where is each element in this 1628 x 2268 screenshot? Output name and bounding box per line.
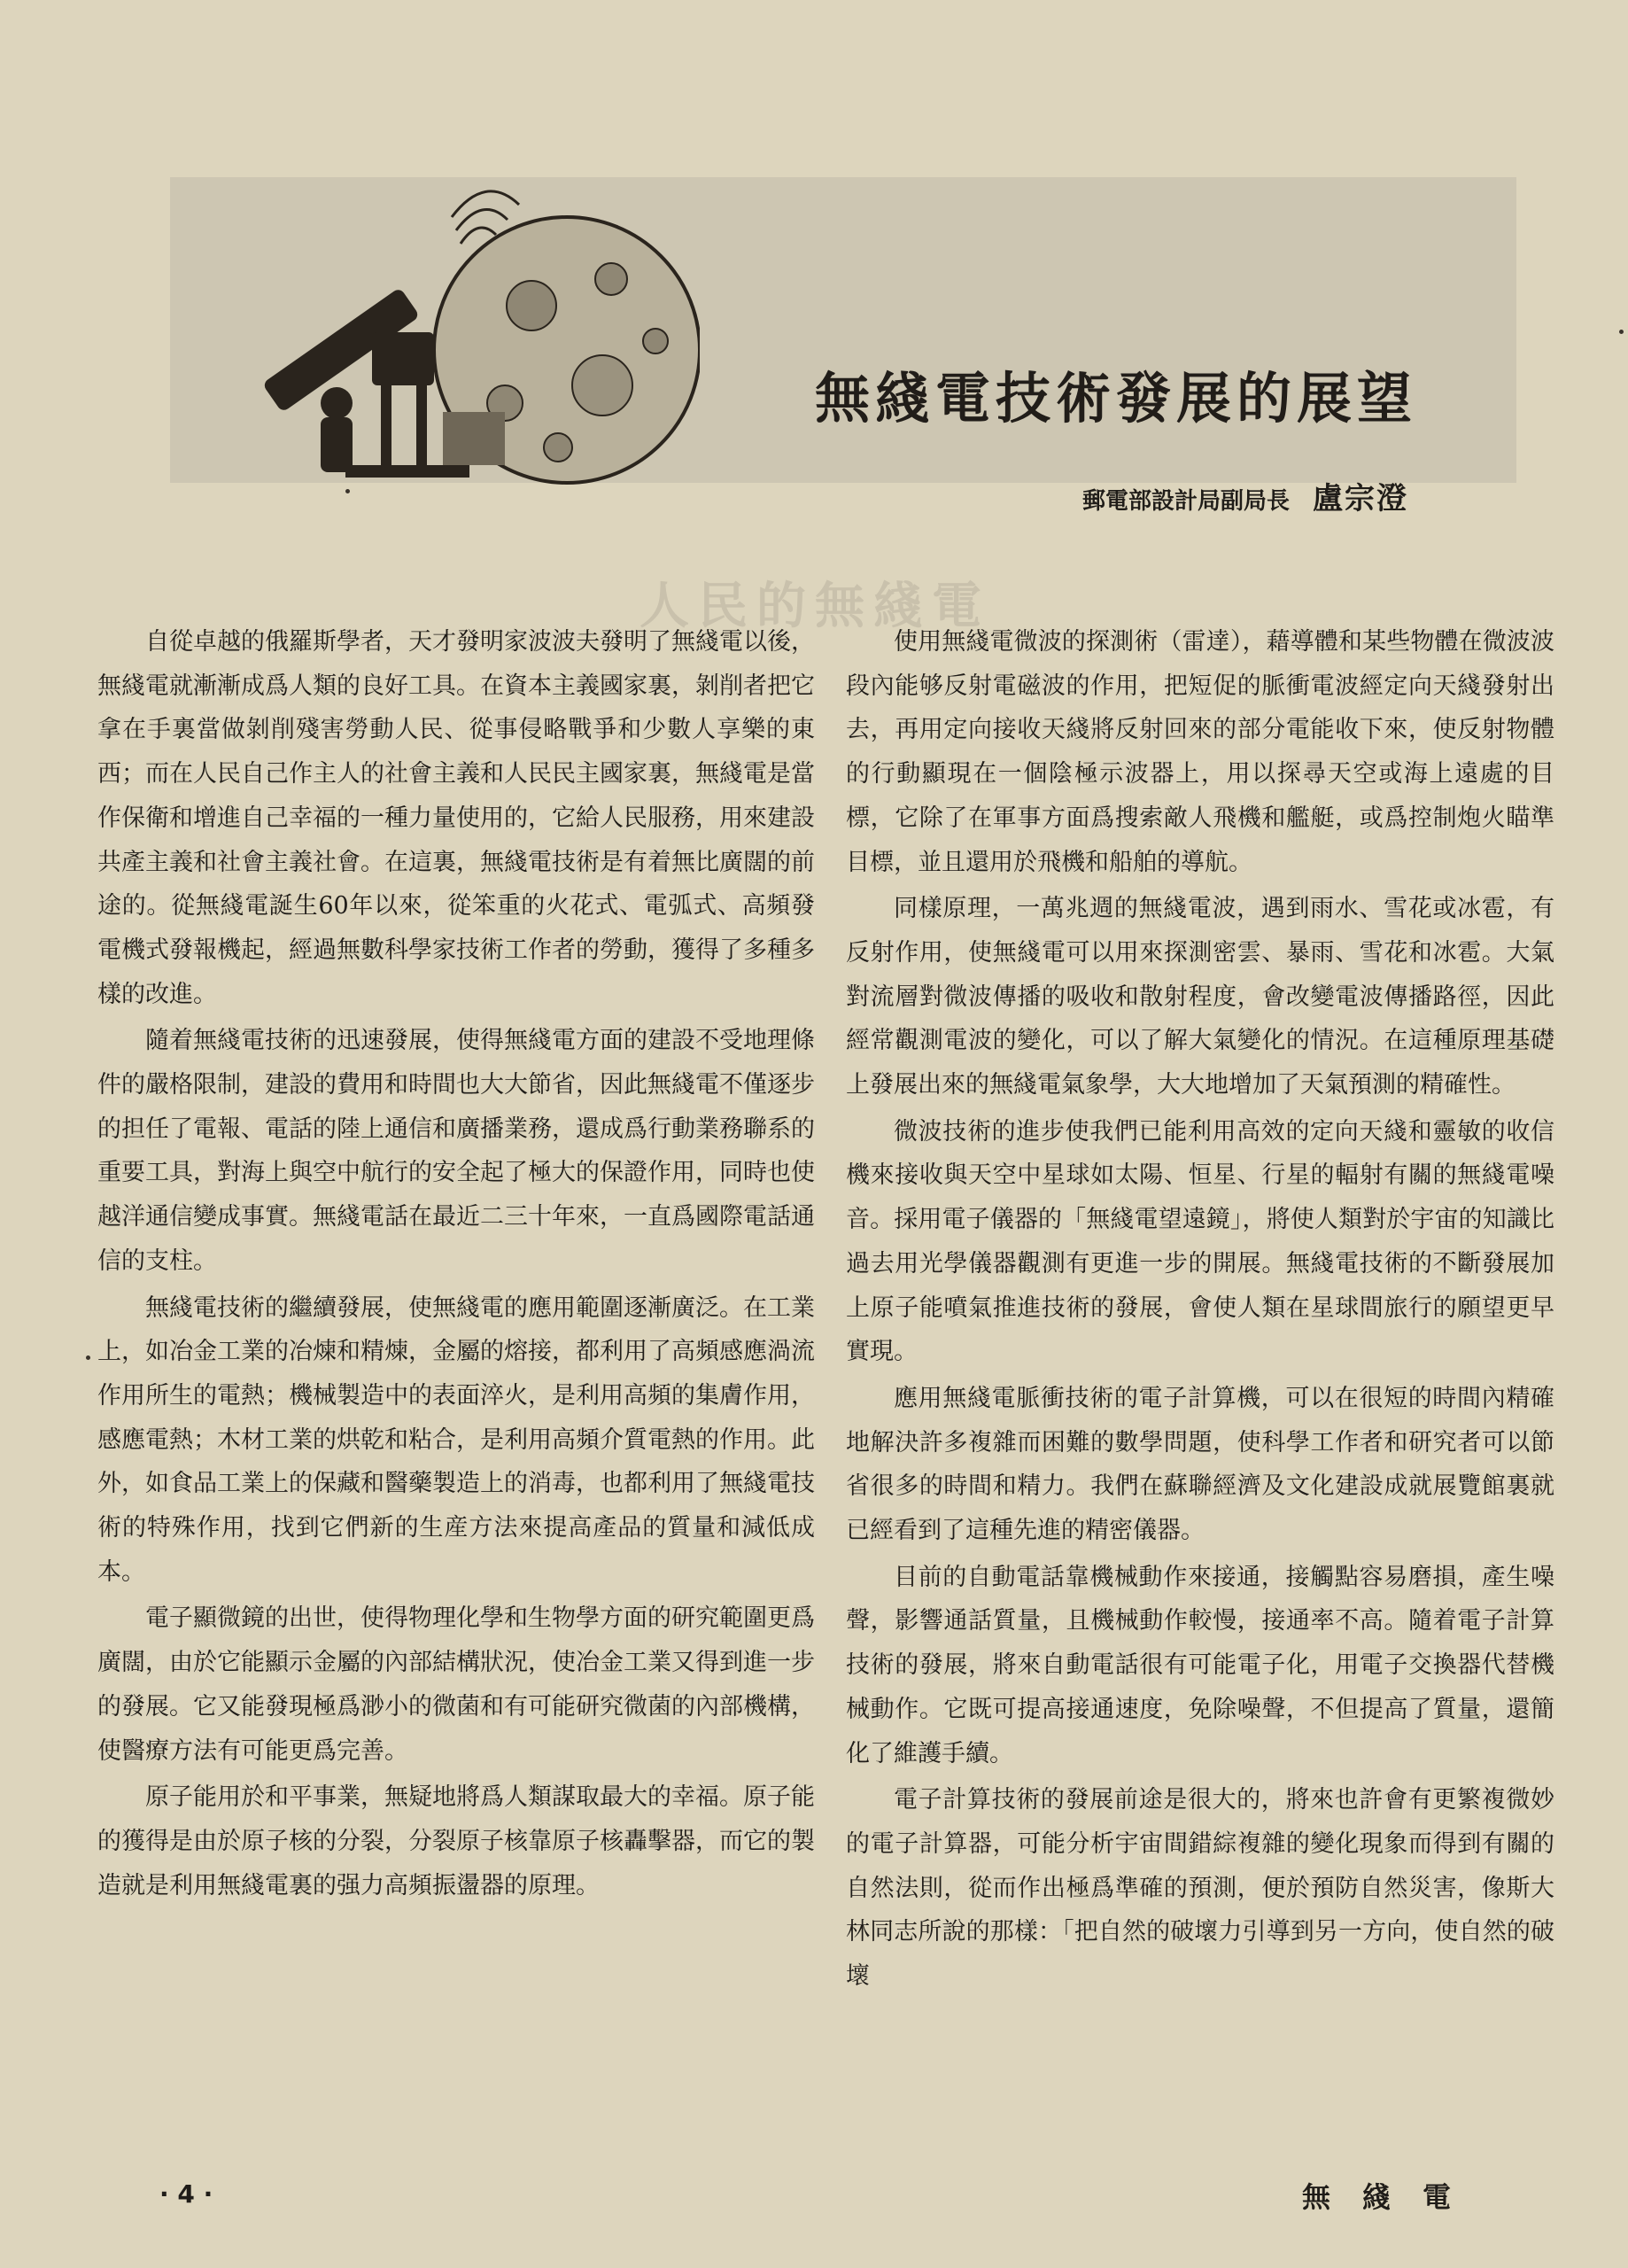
magazine-name: 無綫電 bbox=[1302, 2180, 1484, 2214]
paragraph: 隨着無綫電技術的迅速發展，使得無綫電方面的建設不受地理條件的嚴格限制，建設的費用和時間也大大節省，因此無綫電不僅逐步的担任了電報、電話的陸上通信和廣播業務，還成爲行動業務聯系的重要工具，對海上與空中航行的安全起了極大的保證作用，同時也使越洋通信變成事實。無綫電話在最近二三十年來，一直爲國際電話通信的支柱。 bbox=[97, 1027, 815, 1275]
ghost-show-through-heading: 人民的無綫電 bbox=[640, 578, 990, 635]
left-column bbox=[97, 620, 815, 1910]
print-speck bbox=[1619, 330, 1624, 334]
byline bbox=[886, 474, 1408, 517]
paragraph: 同樣原理，一萬兆週的無綫電波，遇到雨水、雪花或冰雹，有反射作用，使無綫電可以用來探測密雲、暴雨、雪花和冰雹。大氣對流層對微波傳播的吸收和散射程度，會改變電波傳播路徑，因此經常觀測電波的變化，可以了解大氣變化的情況。在這種原理基礎上發展出來的無綫電氣象學，大大地增加了天氣預測的精確性。 bbox=[846, 895, 1554, 1099]
byline-org: 郵電部設計局副局長 bbox=[1081, 488, 1290, 515]
print-speck bbox=[86, 1355, 90, 1360]
byline-author: 盧宗澄 bbox=[1313, 481, 1408, 517]
paragraph: 應用無綫電脈衝技術的電子計算機，可以在很短的時間內精確地解決許多複雜而困難的數學問題，使科學工作者和研究者可以節省很多的時間和精力。我們在蘇聯經濟及文化建設成就展覽館裏就已經看到了這種先進的精密儀器。 bbox=[846, 1384, 1554, 1545]
paragraph: 原子能用於和平事業，無疑地將爲人類謀取最大的幸福。原子能的獲得是由於原子核的分裂，分裂原子核靠原子核轟擊器，而它的製造就是利用無綫電裏的强力高頻振盪器的原理。 bbox=[97, 1783, 815, 1899]
article-title: 無綫電技術發展的展望 bbox=[814, 366, 1417, 431]
paragraph: 自從卓越的俄羅斯學者，天才發明家波波夫發明了無綫電以後，無綫電就漸漸成爲人類的良好工具。在資本主義國家裏，剝削者把它拿在手裏當做剝削殘害勞動人民、從事侵略戰爭和少數人享樂的東西；而在人民自己作主人的社會主義和人民民主國家裏，無綫電是當作保衛和增進自己幸福的一種力量使用的，它給人民服務，用來建設共產主義和社會主義社會。在這裏，無綫電技術是有着無比廣闊的前途的。從無綫電誕生60年以來，從笨重的火花式、電弧式、高頻發電機式發報機起，經過無數科學家技術工作者的勞動，獲得了多種多樣的改進。 bbox=[97, 628, 815, 1008]
right-column bbox=[846, 620, 1554, 2001]
paragraph: 微波技術的進步使我們已能利用高效的定向天綫和靈敏的收信機來接收與天空中星球如太陽、恒星、行星的輻射有關的無綫電噪音。採用電子儀器的「無綫電望遠鏡」，將使人類對於宇宙的知識比過去用光學儀器觀測有更進一步的開展。無綫電技術的不斷發展加上原子能噴氣推進技術的發展，會使人類在星球間旅行的願望更早實現。 bbox=[846, 1117, 1554, 1366]
paragraph: 電子顯微鏡的出世，使得物理化學和生物學方面的研究範圍更爲廣闊，由於它能顯示金屬的內部結構狀況，使冶金工業又得到進一步的發展。它又能發現極爲渺小的微菌和有可能研究微菌的內部機構，使醫療方法有可能更爲完善。 bbox=[97, 1604, 815, 1765]
paragraph: 無綫電技術的繼續發展，使無綫電的應用範圍逐漸廣泛。在工業上，如冶金工業的冶煉和精煉，金屬的熔接，都利用了高頻感應渦流作用所生的電熱；機械製造中的表面淬火，是利用高頻的集膚作用，感應電熱；木材工業的烘乾和粘合，是利用高頻介質電熱的作用。此外，如食品工業上的保藏和醫藥製造上的消毒，也都利用了無綫電技術的特殊作用，找到它們新的生産方法來提高產品的質量和減低成本。 bbox=[97, 1293, 815, 1586]
paragraph: 使用無綫電微波的探測術（雷達），藉導體和某些物體在微波波段內能够反射電磁波的作用，把短促的脈衝電波經定向天綫發射出去，再用定向接收天綫將反射回來的部分電能收下來，使反射物體的行動顯現在一個陰極示波器上，用以探尋天空或海上遠處的目標，它除了在軍事方面爲搜索敵人飛機和艦艇，或爲控制炮火瞄準目標，並且還用於飛機和船舶的導航。 bbox=[846, 628, 1554, 876]
paragraph: 電子計算技術的發展前途是很大的，將來也許會有更繁複微妙的電子計算器，可能分析宇宙間錯綜複雜的變化現象而得到有關的自然法則，從而作出極爲準確的預測，便於預防自然災害，像斯大林同志所說的那樣：「把自然的破壞力引導到另一方向，使自然的破壞 bbox=[846, 1786, 1554, 1991]
telescope-observer-illustration bbox=[239, 182, 700, 501]
page-number: · 4 · bbox=[159, 2179, 213, 2209]
print-speck bbox=[345, 489, 350, 493]
paragraph: 目前的自動電話靠機械動作來接通，接觸點容易磨損，產生噪聲，影響通話質量，且機械動作較慢，接通率不高。隨着電子計算技術的發展，將來自動電話很有可能電子化，用電子交換器代替機械動作。它既可提高接通速度，免除噪聲，不但提高了質量，還簡化了維護手續。 bbox=[846, 1563, 1554, 1767]
